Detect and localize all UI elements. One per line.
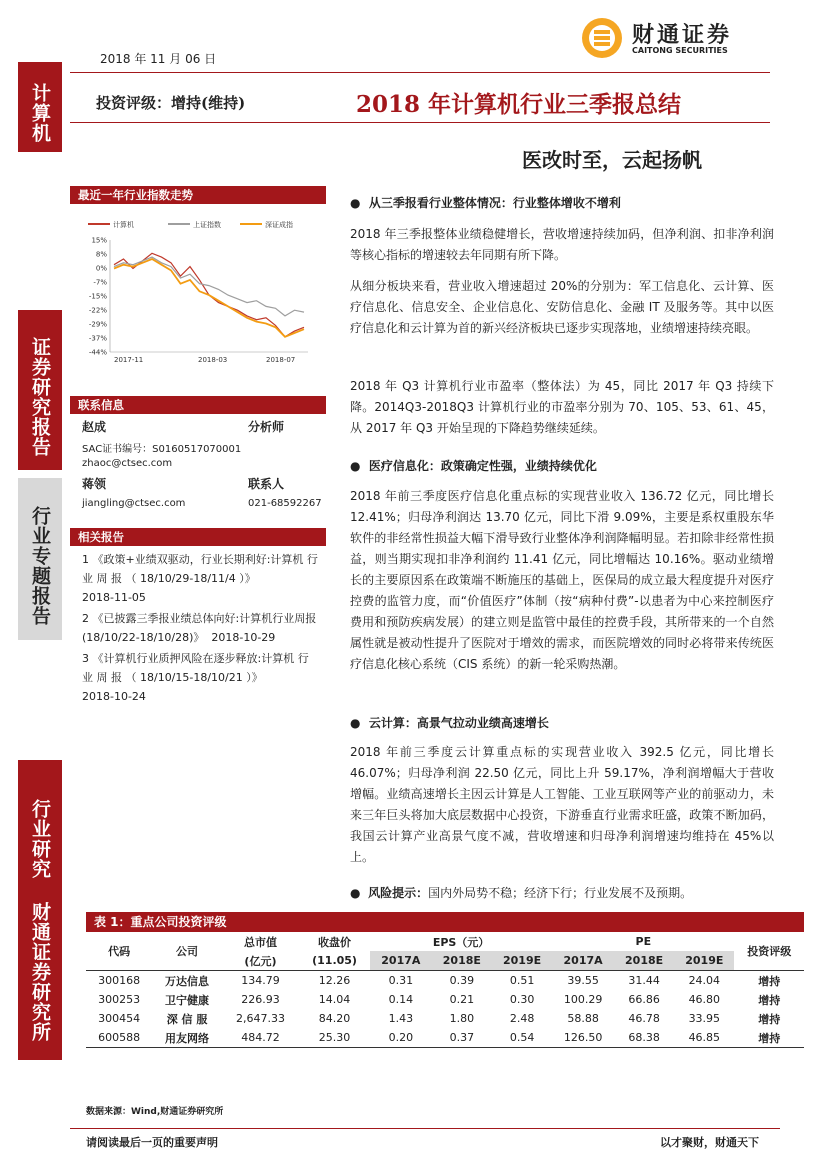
cell-price: 84.20	[318, 1012, 351, 1025]
page-subtitle: 医改时至，云起扬帆	[522, 148, 702, 172]
x-tick-label: 2018-07	[266, 356, 296, 364]
paragraph: 2018 年三季报整体业绩稳健增长，营收增速持续加码，但净利润、扣非净利润等核心指标的增速较去年同期有所下降。	[350, 227, 774, 262]
col-year: 2019E	[674, 951, 734, 971]
cell-pe: 100.29	[563, 993, 603, 1006]
cell-pe: 33.95	[688, 1012, 721, 1025]
cell-eps: 0.21	[449, 993, 475, 1006]
related-header: 相关报告	[70, 528, 326, 546]
sidebar-type-label: 行业专题报告	[29, 506, 51, 626]
series-line-上证指数	[114, 257, 304, 316]
cell-company: 深 信 服	[166, 1012, 208, 1026]
col-mktcap: 总市值	[243, 935, 277, 949]
logo-text: 财通证券	[632, 23, 733, 48]
cell-pe: 39.55	[567, 974, 599, 987]
cell-pe: 126.50	[563, 1031, 603, 1044]
table-row	[86, 990, 804, 1009]
chart-section-header: 最近一年行业指数走势	[70, 186, 326, 204]
paragraph: 2018 年前三季度云计算重点标的实现营业收入 392.5 亿元，同比增长 46.07%；归母净利润 22.50 亿元，同比上升 59.17%，净利润增幅大于营收增幅。业绩高速增长主因云计算是人工智能、工业互联网等产业的前驱动力，未来三年巨头将加大底层数据中心投资，下游垂直行业需求旺盛，政策不断加码，我国云计算产业高景气度不减，营收增速和归母净利润增速均维持在 45%以上。	[350, 745, 774, 864]
related-item-title: 2 《已披露三季报业绩总体向好:计算机行业周报(18/10/22-18/10/28)》	[82, 612, 317, 644]
ratings-table	[86, 932, 804, 1048]
cell-eps: 0.54	[509, 1031, 535, 1044]
col-price: 收盘价	[318, 935, 352, 949]
sidebar-bottom	[18, 760, 62, 1060]
legend-label: 深证成指	[265, 221, 293, 229]
cell-rating: 增持	[758, 993, 781, 1007]
logo	[580, 16, 770, 62]
logo-subtext: CAITONG SECURITIES	[632, 46, 728, 55]
legend-label: 上证指数	[193, 221, 221, 229]
y-tick-label: -15%	[88, 292, 107, 301]
header-rule	[70, 72, 770, 73]
cell-mktcap: 484.72	[241, 1031, 280, 1044]
cell-company: 卫宁健康	[165, 993, 210, 1007]
sidebar-type	[18, 478, 62, 640]
y-tick-label: -37%	[88, 334, 107, 343]
table-title: 表 1：重点公司投资评级	[86, 912, 804, 932]
rating: 投资评级：增持(维持)	[96, 94, 246, 112]
paragraph: 2018 年前三季度医疗信息化重点标的实现营业收入 136.72 亿元，同比增长 12.41%；归母净利润达 13.70 亿元，同比下滑 9.09%，主要是系权重股东华软件的非经常性损益大幅下滑导致行业整体净利润降幅明显。若扣除非经常性损益，则当期实现扣非净利润约 11.41 亿元，同比增幅达 10.16%。驱动业绩增长的主要原因系在政策端不断施压的基础上，医保局的成立最大程度提升对医疗控费的监管力度，而“价值医疗”体制（按“病种付费”-以患者为中心来控制医疗费用和预防疾病发展）的建立则是监管中最佳的控费手段，其所带来的一个自然属性就是被动性提升了医院对于增效的需求，而医院增效的同时必将带来传统医疗信息化核心系统（CIS 系统）的新一轮采购热潮。	[350, 489, 774, 671]
footer-disclaimer[interactable]: 请阅读最后一页的重要声明	[86, 1136, 218, 1149]
related-list	[82, 550, 322, 706]
y-tick-label: 15%	[91, 236, 107, 245]
table-row	[86, 1009, 804, 1028]
cell-eps: 0.14	[388, 993, 414, 1006]
page-title: 2018 年计算机行业三季报总结	[356, 91, 682, 118]
related-date: 2018-10-24	[82, 690, 146, 703]
sidebar-category-label: 计算机	[29, 83, 51, 143]
cell-eps: 2.48	[509, 1012, 535, 1025]
cell-rating: 增持	[758, 974, 781, 988]
cell-eps: 0.30	[509, 993, 535, 1006]
sidebar-report	[18, 310, 62, 470]
cell-mktcap: 2,647.33	[235, 1012, 285, 1025]
related-item[interactable]: 3 《计算机行业质押风险在逐步释放:计算机 行 业 周 报 （ 18/10/15-18/10/21 ）》	[82, 652, 309, 684]
cell-eps: 0.20	[388, 1031, 414, 1044]
related-item[interactable]	[82, 609, 322, 647]
cell-eps: 0.31	[388, 974, 414, 987]
col-code: 代码	[108, 945, 131, 958]
risk-label: 风险提示：	[368, 886, 429, 900]
cell-mktcap: 134.79	[241, 974, 280, 987]
col-pe: PE	[635, 935, 652, 948]
cell-price: 25.30	[318, 1031, 351, 1044]
y-tick-label: 8%	[95, 250, 107, 259]
analyst-email[interactable]: zhaoc@ctsec.com	[82, 458, 173, 469]
sidebar-category	[18, 62, 62, 152]
analyst-name: 赵成	[82, 420, 107, 434]
x-tick-label: 2018-03	[198, 356, 228, 364]
heading-text: 从三季报看行业整体情况：行业整体增收不增利	[368, 196, 621, 210]
report-date: 2018 年 11 月 06 日	[100, 52, 217, 66]
col-year: 2019E	[492, 951, 552, 971]
cell-pe: 46.80	[688, 993, 721, 1006]
cell-code: 300168	[98, 974, 141, 987]
cell-pe: 66.86	[628, 993, 660, 1006]
cell-eps: 1.43	[388, 1012, 414, 1025]
y-tick-label: -22%	[88, 306, 107, 315]
sac-number: SAC证书编号：S0160517070001	[82, 444, 242, 455]
cell-mktcap: 226.93	[241, 993, 280, 1006]
sidebar-bottom-label: 行业研究 财通证券研究所	[29, 798, 51, 1042]
section-heading-cloud: ● 云计算：高景气拉动业绩高速增长	[350, 716, 549, 730]
table-row	[86, 1028, 804, 1048]
cell-pe: 58.88	[567, 1012, 599, 1025]
index-chart	[80, 214, 316, 374]
logo-icon	[580, 16, 624, 60]
related-date: 2018-11-05	[82, 591, 146, 604]
col-mktcap-unit: (亿元)	[244, 954, 277, 968]
risk-note: ● 风险提示：国内外局势不稳；经济下行；行业发展不及预期。	[350, 886, 693, 900]
y-tick-label: 0%	[95, 264, 107, 273]
cell-company: 万达信息	[165, 974, 210, 988]
contact-name: 蒋领	[82, 477, 107, 491]
col-year: 2017A	[552, 951, 614, 971]
related-item[interactable]: 1 《政策+业绩双驱动，行业长期利好:计算机 行 业 周 报 （ 18/10/29-18/11/4 ）》	[82, 553, 318, 585]
risk-text: 国内外局势不稳；经济下行；行业发展不及预期。	[428, 886, 693, 900]
contact-email[interactable]: jiangling@ctsec.com	[82, 498, 186, 509]
col-eps: EPS（元）	[432, 935, 490, 949]
footer-rule	[70, 1128, 780, 1129]
contact-phone: 021-68592267	[248, 498, 322, 509]
contact-role: 联系人	[248, 477, 285, 491]
y-tick-label: -7%	[93, 278, 107, 287]
cell-eps: 0.39	[449, 974, 475, 987]
cell-pe: 31.44	[628, 974, 660, 987]
heading-text: 云计算：高景气拉动业绩高速增长	[368, 716, 549, 730]
sidebar-report-label: 证券研究报告	[29, 337, 51, 457]
cell-code: 300253	[98, 993, 141, 1006]
cell-pe: 68.38	[628, 1031, 660, 1044]
cell-rating: 增持	[758, 1012, 781, 1026]
cell-code: 600588	[98, 1031, 141, 1044]
paragraph: 从细分板块来看，营业收入增速超过 20%的分别为：军工信息化、云计算、医疗信息化、信息安全、企业信息化、安防信息化、金融 IT 及服务等。其中以医疗信息化和云计算为首的新兴经济板块已逐步实现落地，业绩增速持续亮眼。	[350, 279, 774, 335]
table-row	[86, 971, 804, 991]
cell-price: 14.04	[318, 993, 351, 1006]
paragraph: 2018 年 Q3 计算机行业市盈率（整体法）为 45，同比 2017 年 Q3 持续下降。2014Q3-2018Q3 计算机行业的市盈率分别为 70、105、53、61、45，从 2017 年 Q3 开始呈现的下降趋势继续延续。	[350, 379, 774, 435]
section-heading-medical: ● 医疗信息化：政策确定性强，业绩持续优化	[350, 459, 597, 473]
related-date: 2018-10-29	[211, 631, 276, 644]
col-year: 2017A	[370, 951, 432, 971]
cell-pe: 46.78	[628, 1012, 660, 1025]
title-rule	[70, 122, 770, 123]
analyst-role: 分析师	[248, 420, 285, 434]
col-company: 公司	[176, 945, 199, 958]
col-rating: 投资评级	[747, 945, 792, 958]
footer-slogan: 以才聚财，财通天下	[660, 1136, 759, 1149]
cell-price: 12.26	[318, 974, 351, 987]
cell-pe: 46.85	[688, 1031, 721, 1044]
cell-company: 用友网络	[165, 1031, 210, 1045]
cell-eps: 0.51	[509, 974, 535, 987]
cell-eps: 0.37	[449, 1031, 475, 1044]
y-tick-label: -44%	[88, 348, 107, 357]
cell-code: 300454	[98, 1012, 141, 1025]
contact-header: 联系信息	[70, 396, 326, 414]
x-tick-label: 2017-11	[114, 356, 144, 364]
cell-eps: 1.80	[449, 1012, 475, 1025]
col-year: 2018E	[614, 951, 674, 971]
y-tick-label: -29%	[88, 320, 107, 329]
col-year: 2018E	[432, 951, 492, 971]
cell-rating: 增持	[758, 1031, 781, 1045]
table-source: 数据来源：Wind,财通证券研究所	[86, 1107, 224, 1117]
legend-label: 计算机	[113, 221, 134, 229]
section-heading-overview: ● 从三季报看行业整体情况：行业整体增收不增利	[350, 196, 621, 210]
heading-text: 医疗信息化：政策确定性强，业绩持续优化	[368, 459, 597, 473]
col-price-date: (11.05)	[312, 954, 357, 967]
cell-pe: 24.04	[688, 974, 721, 987]
